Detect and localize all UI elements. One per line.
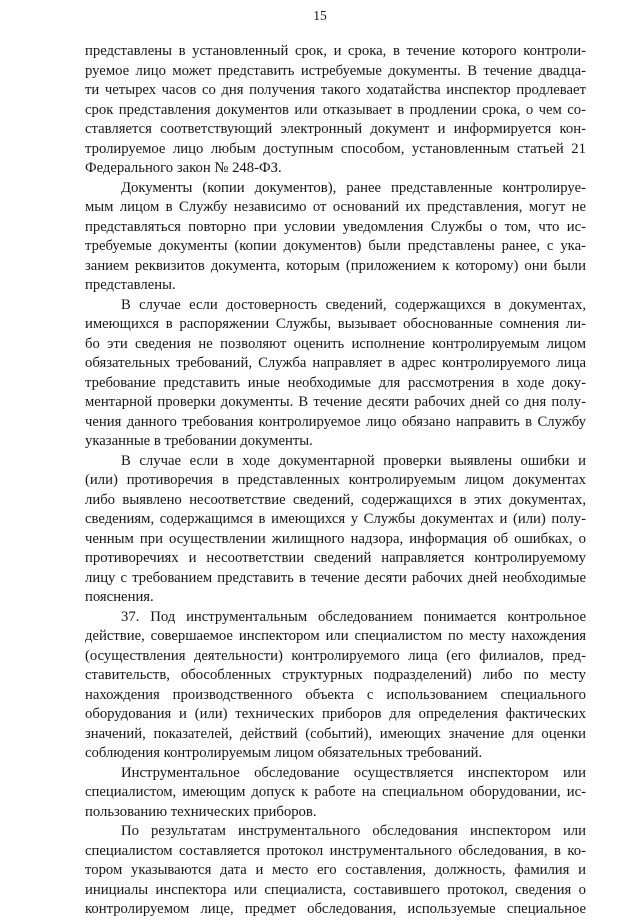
paragraph-instrumental-inspection-definition: [85, 608, 586, 764]
text-line: чения данного требования контролируемое лицо обязано направить в Службу: [85, 413, 586, 430]
text-line: Инструментальное обследование осуществляется инспектором или: [121, 764, 586, 781]
text-line: требуемые документы (копии документов) были представлены ранее, с ука-: [85, 238, 586, 254]
paragraph-document-deadline: [85, 42, 586, 179]
text-line: противоречиях и несоответствии сведений направляется контролируемому: [85, 550, 586, 566]
text-line: (или) противоречия в представленных контролируемым лицом документах: [85, 472, 586, 488]
text-line: В случае если в ходе документарной проверки выявлены ошибки и: [121, 452, 586, 469]
text-line: представлены.: [85, 277, 176, 293]
text-line: мым лицом в Службу независимо от оснований их представления, могут не: [85, 199, 586, 215]
page-number: 15: [313, 8, 327, 23]
text-line: оборудования и (или) технических приборов для определения фактических: [85, 706, 586, 722]
text-line: контролируемом лице, предмет обследования, используемые специальное: [85, 901, 586, 917]
text-line: бо эти сведения не позволяют оценить исполнение контролируемым лицом: [85, 335, 586, 352]
text-line: руемое лицо может представить истребуемые документы. В течение двадца-: [85, 62, 586, 79]
text-line: обязательных требований, Служба направляет в адрес контролируемого лица: [85, 355, 586, 371]
text-line: ченным при осуществлении жилищного надзора, информация об ошибках, о: [85, 530, 586, 547]
paragraph-previously-submitted: [85, 179, 586, 296]
text-line: Документы (копии документов), ранее представленные контролируе-: [121, 179, 586, 196]
text-line: указанные в требовании документы.: [85, 433, 313, 449]
text-line: По результатам инструментального обследования инспектором или: [121, 823, 586, 839]
text-line: специалистом, имеющим допуск к работе на специальном оборудовании, ис-: [85, 784, 586, 800]
text-line: Федерального закон № 248-ФЗ.: [85, 160, 282, 176]
text-line: пользованию технических приборов.: [85, 803, 317, 820]
text-line: тролируемое лицо любым доступным способом, установленным статьей 21: [85, 140, 586, 157]
text-line: нахождения производственного объекта с использованием специального: [85, 686, 586, 703]
text-line: представляться повторно при условии уведомления Службы о том, что ис-: [85, 218, 586, 235]
text-line: инициалы инспектора или специалиста, составившего протокол, сведения о: [85, 881, 586, 898]
text-line: значений, показателей, действий (событий), имеющих значение для оценки: [85, 725, 586, 742]
paragraph-instrumental-inspection-performer: [85, 764, 586, 823]
text-line: (осуществления деятельности) контролируемого лица (его филиалов, пред-: [85, 647, 586, 664]
text-line: 37. Под инструментальным обследованием понимается контрольное: [121, 608, 586, 625]
text-line: ментарной проверки документы. В течение десяти рабочих дней со дня полу-: [85, 394, 586, 410]
text-line: соблюдения контролируемым лицом обязательных требований.: [85, 745, 483, 761]
text-line: ставляется соответствующий электронный документ и информируется кон-: [85, 121, 586, 137]
text-line: лицу с требованием представить в течение десяти рабочих дней необходимые: [85, 569, 586, 586]
text-line: либо выявлено несоответствие сведений, содержащихся в этих документах,: [85, 491, 586, 508]
text-line: действие, совершаемое инспектором или специалистом по месту нахождения: [85, 628, 586, 644]
text-line: срок представления документов или отказывает в продлении срока, о чем со-: [85, 101, 586, 118]
paragraph-reliability-doubts: [85, 296, 586, 452]
paragraph-errors-contradictions: [85, 452, 586, 608]
text-line: специалистом составляется протокол инструментального обследования, в ко-: [85, 842, 586, 859]
text-line: В случае если достоверность сведений, содержащихся в документах,: [121, 296, 586, 313]
text-line: пояснения.: [85, 589, 154, 605]
text-line: ти четырех часов со дня получения такого ходатайства инспектор продлевает: [85, 82, 586, 98]
text-line: имеющихся в распоряжении Службы, вызывает обоснованные сомнения ли-: [85, 316, 586, 332]
text-line: занием реквизитов документа, которым (приложением к которому) они были: [85, 257, 586, 274]
text-line: ставительств, обособленных структурных подразделений) либо по месту: [85, 667, 586, 683]
text-line: тором указываются дата и место его составления, должность, фамилия и: [85, 862, 586, 878]
text-line: сведениям, содержащимся в имеющихся у Службы документах и (или) полу-: [85, 511, 586, 527]
document-body: [85, 42, 586, 920]
text-line: требование представить иные необходимые для рассмотрения в ходе доку-: [85, 374, 586, 391]
text-line: представлены в установленный срок, и срока, в течение которого контроли-: [85, 43, 586, 59]
